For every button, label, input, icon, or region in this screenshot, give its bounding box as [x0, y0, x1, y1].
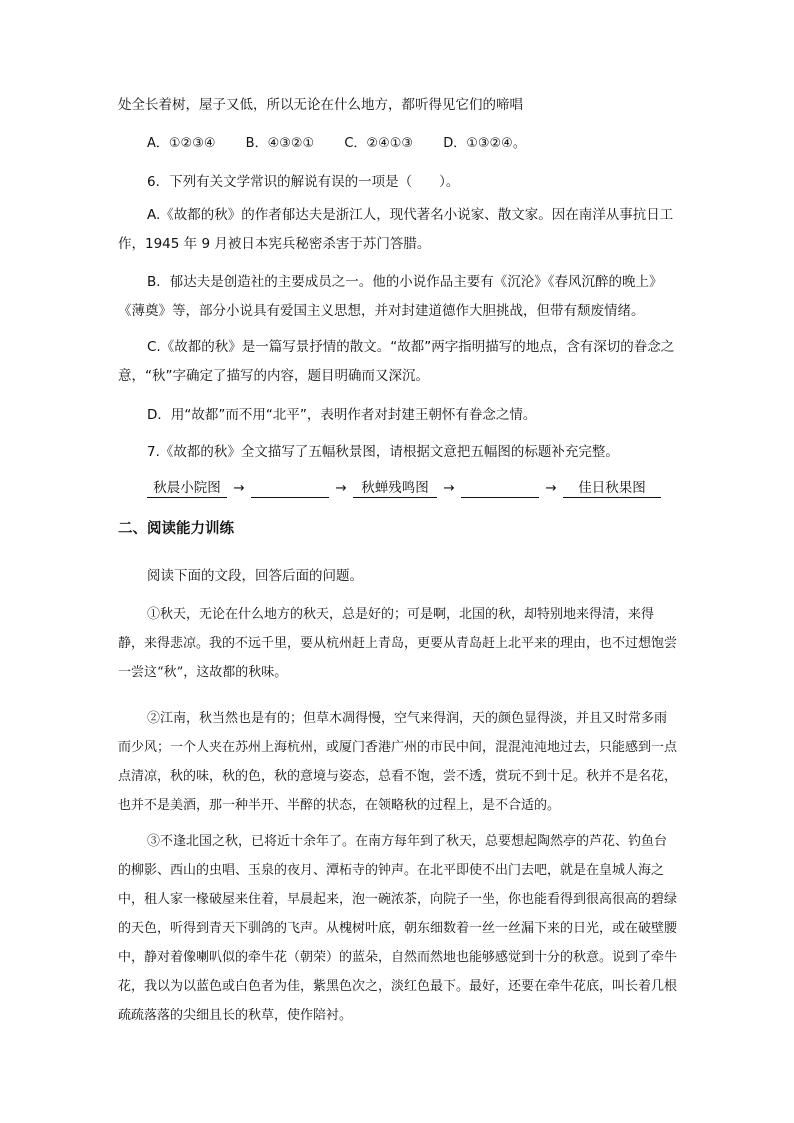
q6-option-a: A.《故都的秋》的作者郁达夫是浙江人，现代著名小说家、散文家。因在南洋从事抗日工作，1945 年 9 月被日本宪兵秘密杀害于苏门答腊。	[118, 207, 674, 252]
arrow-icon: →	[545, 480, 557, 496]
q5-option-a: A．①②③④	[147, 136, 216, 151]
q7-slot-1: 秋晨小院图	[147, 478, 227, 498]
q6-option-d: D．用“故都”而不用“北平”，表明作者对封建王朝怀有眷念之情。	[147, 407, 537, 423]
q7-slot-5: 佳日秋果图	[563, 478, 661, 498]
q6-option-c: C.《故都的秋》是一篇写景抒情的散文。“故都”两字指明描写的地点，含有深切的眷念之意，“秋”字确定了描写的内容，题目明确而又深沉。	[118, 339, 675, 384]
q6-option-b: B．郁达夫是创造社的主要成员之一。他的小说作品主要有《沉沦》《春风沉醉的晚上》《薄奠》等，部分小说具有爱国主义思想，并对封建道德作大胆挑战，但带有颓废情绪。	[118, 274, 663, 319]
section-heading: 二、阅读能力训练	[118, 521, 234, 537]
arrow-icon: →	[335, 480, 347, 496]
q7-stem: 7.《故都的秋》全文描写了五幅秋景图，请根据文意把五幅图的标题补充完整。	[147, 444, 619, 460]
q7-blank-slot-2[interactable]	[251, 478, 329, 498]
passage-paragraph-2: ②江南，秋当然也是有的；但草木凋得慢，空气来得润，天的颜色显得淡，并且又时常多雨而少风；一个人夹在苏州上海杭州，或厦门香港广州的市民中间，混混沌沌地过去，只能感到一点点清凉，秋的味，秋的色，秋的意境与姿态，总看不饱，尝不透，赏玩不到十足。秋并不是名花，也并不是美酒，那一种半开、半醉的状态，在领略秋的过程上，是不合适的。	[118, 711, 678, 813]
q5-option-b: B．④③②①	[245, 136, 315, 151]
q7-slot-3: 秋蝉残鸣图	[353, 478, 437, 498]
arrow-icon: →	[233, 480, 245, 496]
q5-option-d: D．①③②④。	[443, 136, 526, 151]
passage-paragraph-1: ①秋天，无论在什么地方的秋天，总是好的；可是啊，北国的秋，却特别地来得清，来得静，来得悲凉。我的不远千里，要从杭州赶上青岛，更要从青岛赶上北平来的理由，也不过想饱尝一尝这“秋”，这故都的秋味。	[118, 607, 678, 680]
q6-stem: 6．下列有关文学常识的解说有误的一项是（ ）。	[147, 174, 460, 190]
q5-continuation-text: 处全长着树，屋子又低，所以无论在什么地方，都听得见它们的啼唱	[118, 97, 523, 113]
q7-blank-slot-4[interactable]	[461, 478, 539, 498]
arrow-icon: →	[443, 480, 455, 496]
q7-answer-chain	[147, 478, 661, 498]
passage-paragraph-3: ③不逢北国之秋，已将近十余年了。在南方每年到了秋天，总要想起陶然亭的芦花、钓鱼台的柳影、西山的虫唱、玉泉的夜月、潭柘寺的钟声。在北平即使不出门去吧，就是在皇城人海之中，租人家一椽破屋来住着，早晨起来，泡一碗浓茶，向院子一坐，你也能看得到很高很高的碧绿的天色，听得到青天下驯鸽的飞声。从槐树叶底，朝东细数着一丝一丝漏下来的日光，或在破壁腰中，静对着像喇叭似的牵牛花（朝荣）的蓝朵，自然而然地也能够感觉到十分的秋意。说到了牵牛花，我以为以蓝色或白色者为佳，紫黑色次之，淡红色最下。最好，还要在牵牛花底，叫长着几根疏疏落落的尖细且长的秋草，使作陪衬。	[118, 834, 678, 1023]
reading-instruction: 阅读下面的文段，回答后面的问题。	[147, 568, 363, 584]
q5-options	[147, 134, 552, 154]
q5-option-c: C．②④①③	[344, 136, 414, 151]
